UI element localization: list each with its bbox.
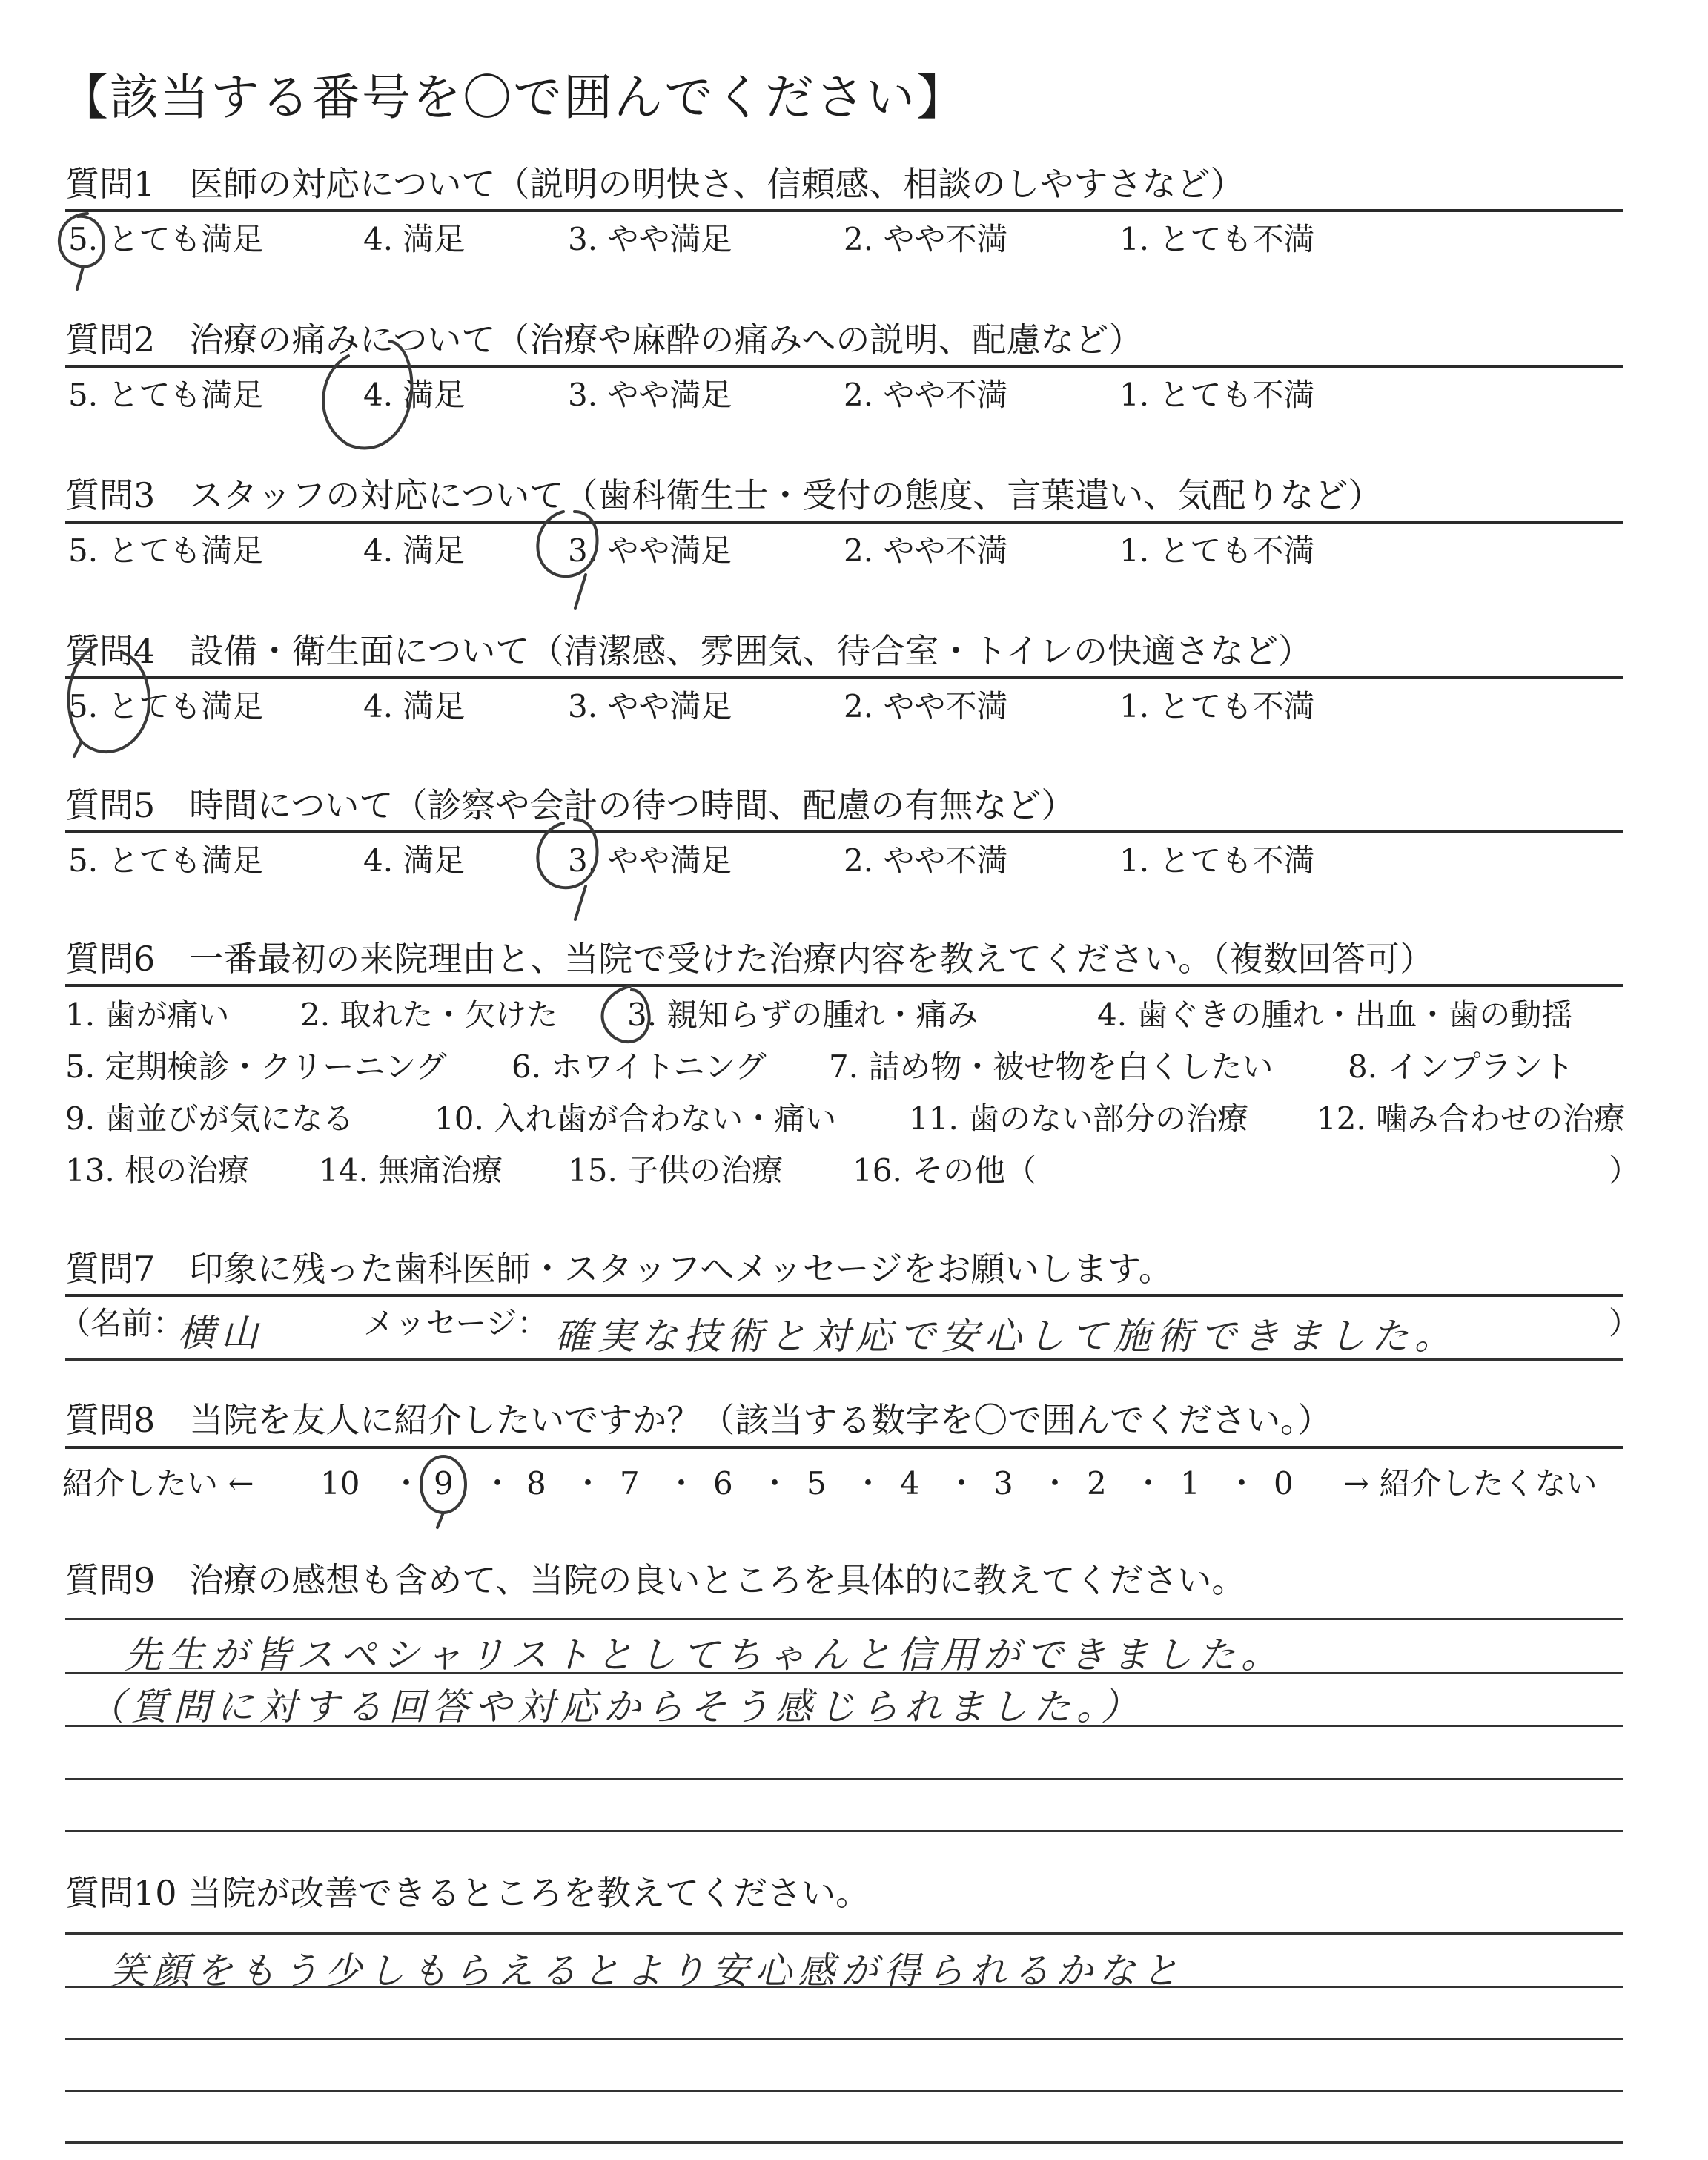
question-1-rule [65,209,1623,212]
q9-handwritten-answer-1[interactable]: 先生が皆スペシャリストとしてちゃんと信用ができました。 [125,1634,1284,1677]
q8-sep: ・ [759,1465,791,1502]
q1-option-4[interactable]: 4. 満足 [363,221,466,257]
q8-sep: ・ [853,1465,884,1502]
question-8-title: 質問8 当院を友人に紹介したいですか？（該当する数字を〇で囲んでください。） [65,1400,1332,1440]
q6-option-4[interactable]: 4. 歯ぐきの腫れ・出血・歯の動揺 [1097,997,1573,1033]
q6-option-6[interactable]: 6. ホワイトニング [512,1048,767,1085]
q5-option-5[interactable]: 5. とても満足 [68,842,264,879]
q2-option-4[interactable]: 4. 満足 [363,377,466,413]
question-10-title: 質問10 当院が改善できるところを教えてください。 [65,1873,870,1913]
q8-score-7[interactable]: 7 [620,1465,640,1502]
question-6-rule [65,984,1623,987]
question-4-rule [65,676,1623,679]
question-6-title: 質問6 一番最初の来院理由と、当院で受けた治療内容を教えてください。（複数回答可） [65,939,1434,979]
q6-option-9[interactable]: 9. 歯並びが気になる [65,1100,354,1137]
q6-option-2[interactable]: 2. 取れた・欠けた [300,997,558,1033]
q9-answer-line-1 [65,1618,1623,1620]
q5-option-4[interactable]: 4. 満足 [363,842,466,879]
question-8-rule [65,1446,1623,1449]
q8-circle-tail [437,1513,443,1527]
q8-score-10[interactable]: 10 [320,1465,360,1502]
q8-right-label: → 紹介したくない [1343,1465,1598,1502]
q3-option-5[interactable]: 5. とても満足 [68,532,264,569]
q8-score-3[interactable]: 3 [993,1465,1013,1502]
q6-option-7[interactable]: 7. 詰め物・被せ物を白くしたい [829,1048,1274,1085]
q8-sep: ・ [1039,1465,1071,1502]
q10-handwritten-answer-1[interactable]: 笑顔をもう少しもらえるとより安心感が得られるかなと [110,1949,1185,1992]
q7-close-paren: ） [1609,1305,1641,1341]
q6-option-12[interactable]: 12. 噛み合わせの治療 [1317,1100,1626,1137]
q4-option-3[interactable]: 3. やや満足 [568,688,732,724]
q5-option-3[interactable]: 3. やや満足 [568,842,732,879]
q6-option-14[interactable]: 14. 無痛治療 [319,1152,503,1189]
question-5-rule [65,830,1623,833]
q7-message-label: メッセージ： [363,1305,549,1341]
q3-option-4[interactable]: 4. 満足 [363,532,466,569]
q6-option-5[interactable]: 5. 定期検診・クリーニング [65,1048,447,1085]
question-7-title: 質問7 印象に残った歯科医師・スタッフへメッセージをお願いします。 [65,1249,1173,1289]
q8-score-2[interactable]: 2 [1087,1465,1107,1502]
q6-option-15[interactable]: 15. 子供の治療 [568,1152,784,1189]
instruction-header: 【該当する番号を〇で囲んでください】 [59,69,967,126]
q8-score-1[interactable]: 1 [1180,1465,1200,1502]
q7-message-handwritten[interactable]: 確実な技術と対応で安心して施術できました。 [555,1315,1457,1358]
question-7-rule [65,1294,1623,1297]
question-3-title: 質問3 スタッフの対応について（歯科衛生士・受付の態度、言葉遣い、気配りなど） [65,475,1383,515]
q4-option-4[interactable]: 4. 満足 [363,688,466,724]
q6-other-close-paren: ） [1609,1152,1641,1189]
q4-option-1[interactable]: 1. とても不満 [1119,688,1315,724]
question-9-title: 質問9 治療の感想も含めて、当院の良いところを具体的に教えてください。 [65,1560,1246,1600]
q6-option-11[interactable]: 11. 歯のない部分の治療 [909,1100,1249,1137]
question-4-title: 質問4 設備・衛生面について（清潔感、雰囲気、待合室・トイレの快適さなど） [65,631,1313,671]
question-7-bottom-rule [65,1358,1623,1361]
q6-option-3[interactable]: 3. 親知らずの腫れ・痛み [627,997,979,1033]
q8-score-6[interactable]: 6 [713,1465,733,1502]
q8-sep: ・ [572,1465,604,1502]
question-3-rule [65,521,1623,524]
question-5-title: 質問5 時間について（診察や会計の待つ時間、配慮の有無など） [65,785,1076,825]
q6-option-16[interactable]: 16. その他（ [853,1152,1037,1189]
question-2-title: 質問2 治療の痛みについて（治療や麻酔の痛みへの説明、配慮など） [65,320,1143,360]
q1-option-1[interactable]: 1. とても不満 [1119,221,1315,257]
q7-name-label: （名前： [59,1305,185,1341]
q9-answer-line-4 [65,1778,1623,1780]
q8-sep: ・ [1226,1465,1258,1502]
q10-answer-line-1 [65,1932,1623,1935]
q5-option-2[interactable]: 2. やや不満 [844,842,1008,879]
q3-option-3[interactable]: 3. やや満足 [568,532,732,569]
q6-option-10[interactable]: 10. 入れ歯が合わない・痛い [434,1100,837,1137]
q2-option-3[interactable]: 3. やや満足 [568,377,732,413]
q3-option-2[interactable]: 2. やや不満 [844,532,1008,569]
q10-answer-line-4 [65,2090,1623,2092]
q5-option-1[interactable]: 1. とても不満 [1119,842,1315,879]
q2-option-5[interactable]: 5. とても満足 [68,377,264,413]
q8-sep: ・ [946,1465,978,1502]
q8-score-9[interactable]: 9 [434,1465,454,1502]
q4-option-5[interactable]: 5. とても満足 [68,688,264,724]
q6-option-13[interactable]: 13. 根の治療 [65,1152,250,1189]
q6-option-1[interactable]: 1. 歯が痛い [65,997,230,1033]
q1-option-3[interactable]: 3. やや満足 [568,221,732,257]
q8-score-4[interactable]: 4 [900,1465,920,1502]
q7-name-handwritten[interactable]: 横山 [178,1312,264,1355]
question-2-rule [65,365,1623,368]
q1-option-5[interactable]: 5. とても満足 [68,221,264,257]
q8-sep: ・ [482,1465,514,1502]
q2-option-1[interactable]: 1. とても不満 [1119,377,1315,413]
q1-option-2[interactable]: 2. やや不満 [844,221,1008,257]
q8-left-label: 紹介したい ← [62,1465,254,1502]
q8-sep: ・ [391,1465,423,1502]
q10-answer-line-3 [65,2038,1623,2040]
q6-option-8[interactable]: 8. インプラント [1348,1048,1575,1085]
q8-score-5[interactable]: 5 [807,1465,827,1502]
q3-option-1[interactable]: 1. とても不満 [1119,532,1315,569]
q2-option-2[interactable]: 2. やや不満 [844,377,1008,413]
q8-score-0[interactable]: 0 [1274,1465,1294,1502]
q9-handwritten-answer-2[interactable]: （質問に対する回答や対応からそう感じられました。） [87,1685,1144,1728]
q9-answer-line-5 [65,1830,1623,1832]
q4-option-2[interactable]: 2. やや不満 [844,688,1008,724]
q8-sep: ・ [1133,1465,1165,1502]
q8-sep: ・ [666,1465,698,1502]
question-1-title: 質問1 医師の対応について（説明の明快さ、信頼感、相談のしやすさなど） [65,164,1245,204]
q8-score-8[interactable]: 8 [526,1465,546,1502]
q10-answer-line-5 [65,2141,1623,2144]
